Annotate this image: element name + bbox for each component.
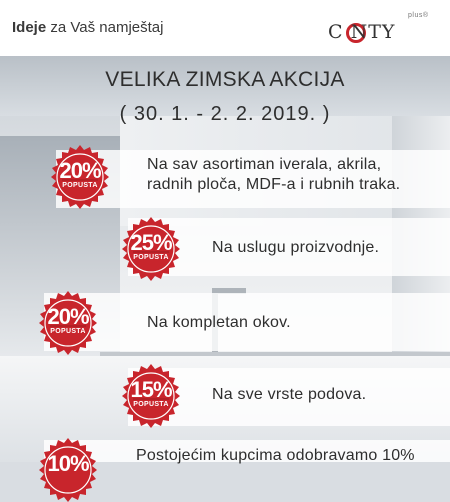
logo-plus-word: plus — [408, 12, 423, 19]
tagline — [12, 19, 163, 36]
offer-text-4: Na sve vrste podova. — [212, 386, 367, 403]
seal-word-2: POPUSTA — [133, 254, 169, 261]
logo-plus — [408, 12, 429, 19]
offer-text-5: Postojećim kupcima odobravamo 10% — [136, 447, 415, 464]
discount-seal-4 — [119, 364, 183, 428]
discount-seal-5 — [36, 438, 100, 502]
tagline-bold: Ideje — [12, 19, 47, 36]
discount-seal-1 — [48, 145, 112, 209]
offer-text-1 — [147, 155, 400, 195]
seal-percent-3: 20% — [47, 304, 89, 329]
discount-seal-3 — [36, 291, 100, 355]
discount-seal-2 — [119, 217, 183, 281]
seal-percent-1: 20% — [59, 158, 101, 183]
offer-text-1-line1: Na sav asortiman iverala, akrila, — [147, 156, 382, 173]
seal-percent-2: 25% — [130, 230, 172, 255]
offer-text-1-line2: radnih ploča, MDF-a i rubnih traka. — [147, 176, 401, 193]
logo-plus-symbol: ® — [422, 12, 429, 19]
offer-text-3: Na kompletan okov. — [147, 314, 291, 331]
tagline-rest: za Vaš namještaj — [46, 19, 164, 36]
promo-dates: ( 30. 1. - 2. 2. 2019. ) — [119, 103, 331, 125]
conty-logo[interactable] — [328, 10, 440, 50]
seal-word-4: POPUSTA — [133, 401, 169, 408]
seal-word-1: POPUSTA — [62, 182, 98, 189]
seal-percent-5: 10% — [47, 451, 89, 476]
seal-word-3: POPUSTA — [50, 328, 86, 335]
logo-word: C NTY — [328, 21, 396, 43]
promo-title: VELIKA ZIMSKA AKCIJA — [105, 68, 345, 91]
seal-percent-4: 15% — [130, 377, 172, 402]
header-bar — [0, 0, 450, 56]
offer-text-2: Na uslugu proizvodnje. — [212, 239, 380, 256]
